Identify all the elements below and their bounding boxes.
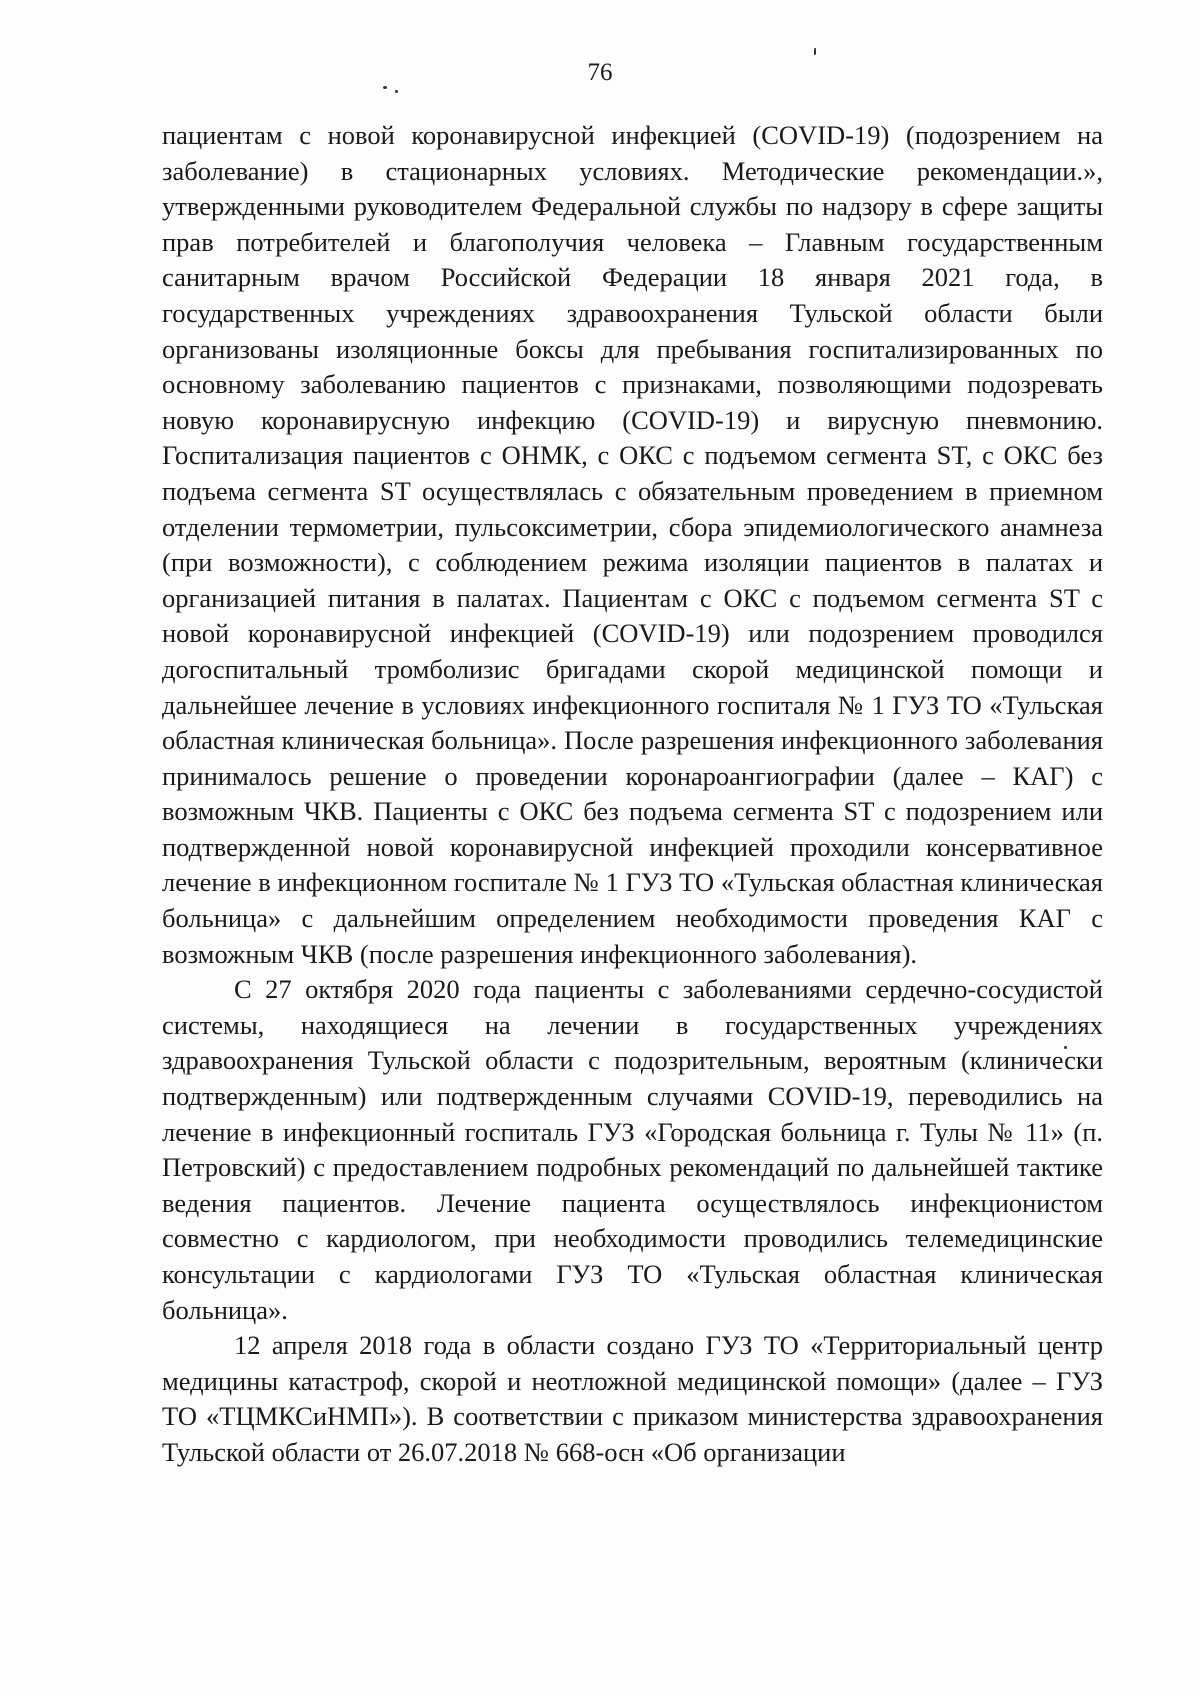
- scan-speck: [383, 86, 387, 89]
- body-text: [162, 118, 1103, 1471]
- paragraph-continuation: пациентам с новой коронавирусной инфекцией (COVID-19) (подозрением на заболевание) в стационарных условиях. Методические рекомендации.», утвержденными руководителем Федеральной службы по надзору в сфере защиты прав потребителей и благополучия человека – Главным государственным санитарным врачом Российской Федерации 18 января 2021 года, в государственных учреждениях здравоохранения Тульской области были организованы изоляционные боксы для пребывания госпитализированных по основному заболеванию пациентов с признаками, позволяющими подозревать новую коронавирусную инфекцию (COVID-19) и вирусную пневмонию. Госпитализация пациентов с ОНМК, с ОКС с подъемом сегмента ST, с ОКС без подъема сегмента ST осуществлялась с обязательным проведением в приемном отделении термометрии, пульсоксиметрии, сбора эпидемиологического анамнеза (при возможности), с соблюдением режима изоляции пациентов в палатах и организацией питания в палатах. Пациентам с ОКС с подъемом сегмента ST с новой коронавирусной инфекцией (COVID-19) или подозрением проводился догоспитальный тромболизис бригадами скорой медицинской помощи и дальнейшее лечение в условиях инфекционного госпиталя № 1 ГУЗ ТО «Тульская областная клиническая больница». После разрешения инфекционного заболевания принималось решение о проведении коронароангиографии (далее – КАГ) с возможным ЧКВ. Пациенты с ОКС без подъема сегмента ST с подозрением или подтвержденной новой коронавирусной инфекцией проходили консервативное лечение в инфекционном госпитале № 1 ГУЗ ТО «Тульская областная клиническая больница» с дальнейшим определением необходимости проведения КАГ с возможным ЧКВ (после разрешения инфекционного заболевания).: [162, 120, 1103, 969]
- page-number: 76: [587, 59, 613, 86]
- paragraph-disaster-center: 12 апреля 2018 года в области создано ГУЗ ТО «Территориальный центр медицины катастроф, скорой и неотложной медицинской помощи» (далее – ГУЗ ТО «ТЦМКСиНМП»). В соответствии с приказом министерства здравоохранения Тульской области от 26.07.2018 № 668-осн «Об организации: [162, 1330, 1103, 1467]
- paragraph-covid-transfer: С 27 октября 2020 года пациенты с заболеваниями сердечно-сосудистой системы, находящиеся на лечении в государственных учреждениях здравоохранения Тульской области с подозрительным, вероятным (клинически подтвержденным) или подтвержденным случаями COVID-19, переводились на лечение в инфекционный госпиталь ГУЗ «Городская больница г. Тулы № 11» (п. Петровский) с предоставлением подробных рекомендаций по дальнейшей тактике ведения пациентов. Лечение пациента осуществлялось инфекционистом совместно с кардиологом, при необходимости проводились телемедицинские консультации с кардиологами ГУЗ ТО «Тульская областная клиническая больница».: [162, 974, 1103, 1325]
- scan-speck: [395, 90, 398, 93]
- scan-speck: [814, 48, 816, 55]
